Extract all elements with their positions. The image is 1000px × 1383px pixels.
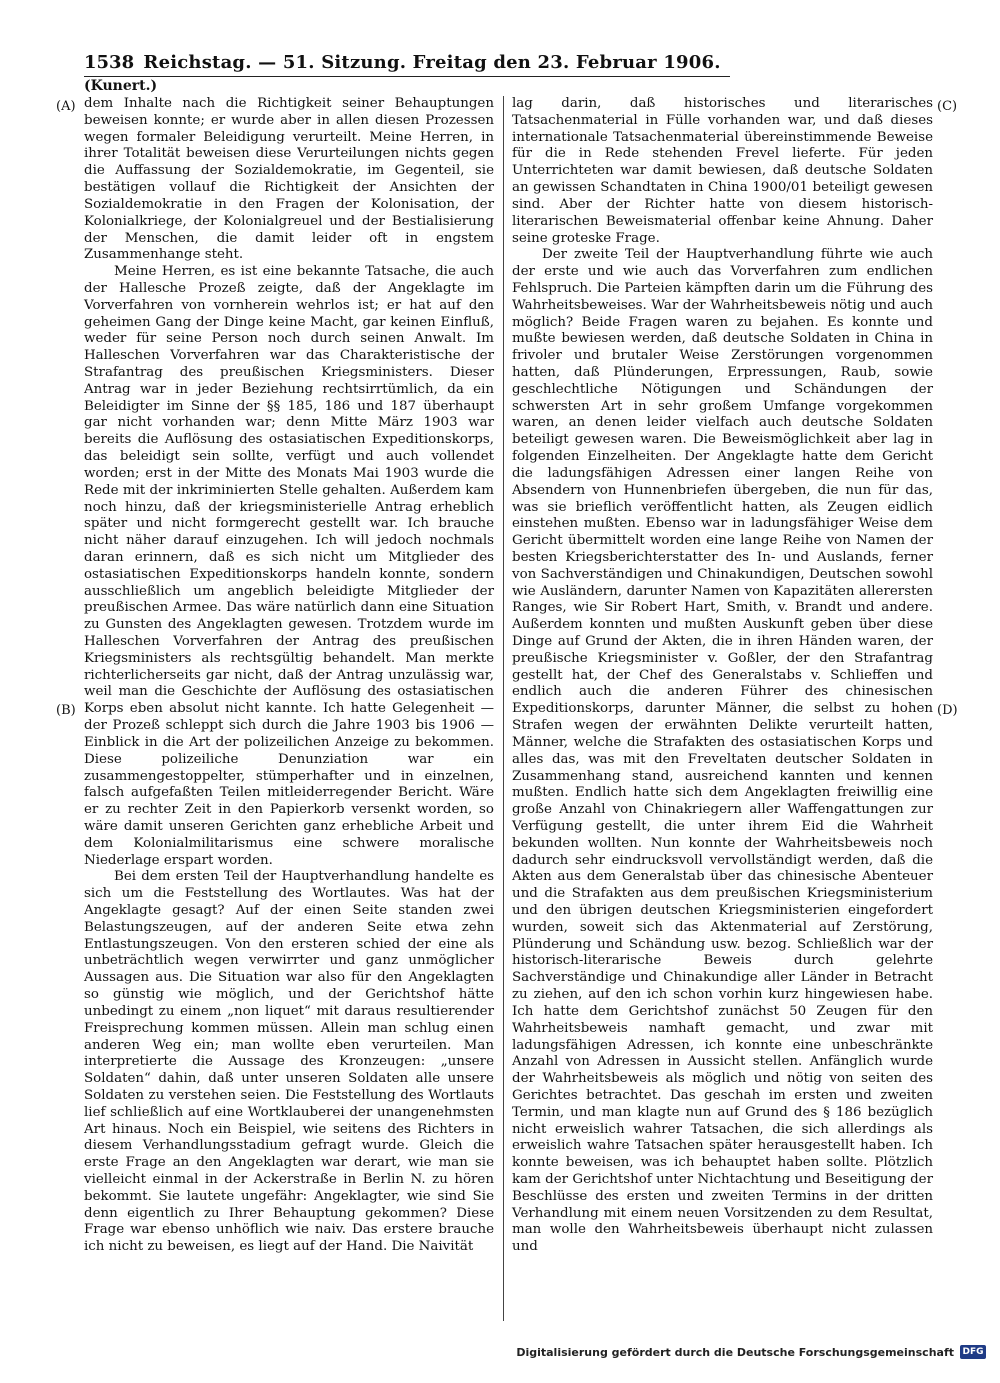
- paragraph: Meine Herren, es ist eine bekannte Tatsache, die auch der Hallesche Prozeß zeigte, daß der Angeklagte im Vorverfahren von vornherein wehrlos ist; er hat auf den geheimen Gang der Dinge keine Macht, gar keinen Einfluß, weder für seine Person noch durch seinen Anwalt. Im Halleschen Vorverfahren war das Charakteristische der Strafantrag des preußischen Kriegsministers. Dieser Antrag war in jeder Beziehung rechtsirrtümlich, da ein Beleidigter im Sinne der §§ 185, 186 und 187 überhaupt gar nicht vorhanden war; denn Mitte März 1903 war bereits die Auflösung des ostasiatischen Expeditionskorps, das beleidigt sein sollte, verfügt und auch vollendet worden; erst in der Mitte des Monats Mai 1903 wurde die Rede mit der inkriminierten Stelle gehalten. Außerdem kam noch hinzu, daß der kriegsministerielle Antrag erheblich später und nicht formgerecht gestellt war. Ich brauche nicht näher darauf einzugehen. Ich will jedoch nochmals daran erinnern, daß es sich nicht um Mitglieder des ostasiatischen Expeditionskorps handeln konnte, sondern ausschließlich um angeblich beleidigte Mitglieder der preußischen Armee. Das wäre natürlich dann eine Situation zu Gunsten des Angeklagten gewesen. Trotzdem wurde im Halleschen Vorverfahren der Antrag des preußischen Kriegsministers als rechtsgültig behandelt. Man merkte richterlicherseits gar nicht, daß der Antrag unzulässig war, weil man die Geschichte der Auflösung des ostasiatischen Korps eben absolut nicht kannte. Ich hatte Gelegenheit — der Prozeß schleppt sich durch die Jahre 1903 bis 1906 — Einblick in die Art der polizeilichen Anzeige zu bekommen. Diese polizeiliche Denunziation war ein zusammengestoppelter, stümperhafter und in einzelnen, falsch aufgefaßten Teilen mitleiderregender Bericht. Wäre er zu rechter Zeit in den Papierkorb versenkt worden, so wäre damit unseren Gerichten ganz erhebliche Arbeit und dem Kolonialmilitarismus eine schwere moralische Niederlage erspart worden.: [84, 264, 494, 868]
- paragraph: lag darin, daß historisches und literarisches Tatsachenmaterial in Fülle vorhanden war, und daß dieses internationale Tatsachenmaterial übereinstimmende Beweise für die in Rede stehenden Frevel lieferte. Für jeden Unterrichteten war damit bewiesen, daß deutsche Soldaten an gewissen Schandtaten in China 1900/01 beteiligt gewesen sind. Aber der Richter hatte von diesem historisch-literarischen Beweismaterial offenbar keine Ahnung. Daher seine groteske Frage.: [512, 96, 933, 246]
- margin-marker-d: (D): [937, 703, 958, 718]
- margin-marker-c: (C): [937, 99, 958, 114]
- footer: [516, 1345, 986, 1359]
- column-divider: [503, 96, 504, 1321]
- margin-marker-b: (B): [56, 703, 76, 718]
- page-number: 1538: [84, 52, 135, 73]
- dfg-logo: DFG: [960, 1345, 986, 1359]
- right-column: [512, 96, 933, 1256]
- paragraph: Der zweite Teil der Hauptverhandlung führte wie auch der erste und wie auch das Vorverfahren zum endlichen Fehlspruch. Die Parteien kämpften darin um die Führung des Wahrheitsbeweises. War der Wahrheitsbeweis nötig und auch möglich? Beide Fragen waren zu bejahen. Es konnte und mußte bewiesen werden, daß deutsche Soldaten in China in frivoler und brutaler Weise Zerstörungen vorgenommen hatten, daß Plünderungen, Erpressungen, Raub, sowie geschlechtliche Nötigungen und Schändungen der schwersten Art in sehr großem Umfange vorgekommen waren, an denen leider vielfach auch deutsche Soldaten beteiligt gewesen waren. Die Beweismöglichkeit aber lag in folgenden Einzelheiten. Der Angeklagte hatte dem Gericht die ladungsfähigen Adressen einer langen Reihe von Absendern von Hunnenbriefen übergeben, die nun für das, was sie brieflich veröffentlicht hatten, als Zeugen eidlich einstehen mußten. Ebenso war in ladungsfähiger Weise dem Gericht übermittelt worden eine lange Reihe von Namen der besten Kriegsberichterstatter des In- und Auslands, ferner von Sachverständigen und Chinakundigen, Deutschen sowohl wie Ausländern, darunter Namen von Kapazitäten allerersten Ranges, wie Sir Robert Hart, Smith, v. Brandt und andere. Außerdem konnten und mußten Auskunft geben über diese Dinge auf Grund der Akten, die in ihren Händen waren, der preußische Kriegsminister v. Goßler, der den Strafantrag gestellt hat, der Chef des Generalstabs v. Schlieffen und endlich auch die anderen Führer des chinesischen Expeditionskorps, darunter Männer, die selbst zu hohen Strafen wegen der erwähnten Delikte verurteilt hatten, Männer, welche die Strafakten des ostasiatischen Korps und alles das, was mit den Freveltaten deutscher Soldaten in Zusammenhang stand, ausreichend kannten und kennen mußten. Endlich hatte sich dem Angeklagten freiwillig eine große Anzahl von Chinakriegern aller Waffengattungen zur Verfügung gestellt, die unter ihrem Eid die Wahrheit bekunden wollten. Nun konnte der Wahrheitsbeweis noch dadurch sehr eindrucksvoll vervollständigt werden, daß die Akten aus dem Generalstab über das chinesische Abenteuer und die Strafakten aus dem preußischen Kriegsministerium und den übrigen deutschen Kriegsministerien eingefordert wurden, soweit sich das Aktenmaterial auf Zerstörung, Plünderung und Schändung usw. bezog. Schließlich war der historisch-literarische Beweis durch gelehrte Sachverständige und Chinakundige aller Länder in Betracht zu ziehen, auf den ich schon vorhin kurz hingewiesen habe. Ich hatte dem Gerichtshof zunächst 50 Zeugen für den Wahrheitsbeweis namhaft gemacht, und zwar mit ladungsfähigen Adressen, ich konnte eine unbeschränkte Anzahl von Adressen in Aussicht stellen. Anfänglich wurde der Wahrheitsbeweis als möglich und nötig von seiten des Gerichtes betrachtet. Das geschah im ersten und zweiten Termin, und man klagte nun auf Grund des § 186 bezüglich nicht erweislich wahrer Tatsachen, die sich allerdings als erweislich wahre Tatsachen später herausgestellt haben. Ich konnte beweisen, was ich behauptet haben sollte. Plötzlich kam der Gerichtshof unter Nichtachtung und Beseitigung der Beschlüsse des ersten und zweiten Termins in der dritten Verhandlung mit einem neuen Vorsitzenden zu dem Resultat, man wolle den Wahrheitsbeweis überhaupt nicht zulassen und: [512, 247, 933, 1255]
- left-column: [84, 96, 494, 1256]
- footer-credit: Digitalisierung gefördert durch die Deutsche Forschungsgemeinschaft: [516, 1345, 954, 1359]
- paragraph: dem Inhalte nach die Richtigkeit seiner Behauptungen beweisen konnte; er wurde aber in allen diesen Prozessen wegen formaler Beleidigung verurteilt. Meine Herren, in ihrer Totalität beweisen diese Verurteilungen nichts gegen die Auffassung der Sozialdemokratie, im Gegenteil, sie bestätigen vollauf die Richtigkeit der Ansichten der Sozialdemokratie in den Fragen der Kolonisation, der Kolonialkriege, der Kolonialgreuel und der Bestialisierung der Menschen, die damit leider oft in engstem Zusammenhange steht.: [84, 96, 494, 263]
- running-header: Reichstag. — 51. Sitzung. Freitag den 23. Februar 1906.: [143, 52, 721, 73]
- margin-marker-a: (A): [56, 99, 76, 114]
- paragraph: Bei dem ersten Teil der Hauptverhandlung handelte es sich um die Feststellung des Wortlautes. Was hat der Angeklagte gesagt? Auf der einen Seite standen zwei Belastungszeugen, auf der anderen Seite etwa zehn Entlastungszeugen. Von den ersteren schied der eine als unbeträchtlich wegen verwirrter und ganz unmöglicher Aussagen aus. Die Situation war also für den Angeklagten so günstig wie möglich, und der Gerichtshof hätte unbedingt zu einem „non liquet“ mit daraus resultierender Freisprechung kommen müssen. Allein man schlug einen anderen Weg ein; man wollte eben verurteilen. Man interpretierte die Aussage des Kronzeugen: „unsere Soldaten“ dahin, daß unter unseren Soldaten alle unsere Soldaten zu verstehen seien. Die Feststellung des Wortlauts lief schließlich auf eine Wortklauberei der unangenehmsten Art hinaus. Noch ein Beispiel, wie seitens des Richters in diesem Verhandlungsstadium gefragt wurde. Gleich die erste Frage an den Angeklagten war derart, wie man sie vielleicht einmal in der Ackerstraße in Berlin N. zu hören bekommt. Sie lautete ungefähr: Angeklagter, wie sind Sie denn eigentlich zu Ihrer Behauptung gekommen? Diese Frage war ebenso unhöflich wie naiv. Das erstere brauche ich nicht zu beweisen, es liegt auf der Hand. Die Naivität: [84, 869, 494, 1255]
- page-header: [84, 52, 730, 77]
- speaker-label: (Kunert.): [84, 78, 158, 94]
